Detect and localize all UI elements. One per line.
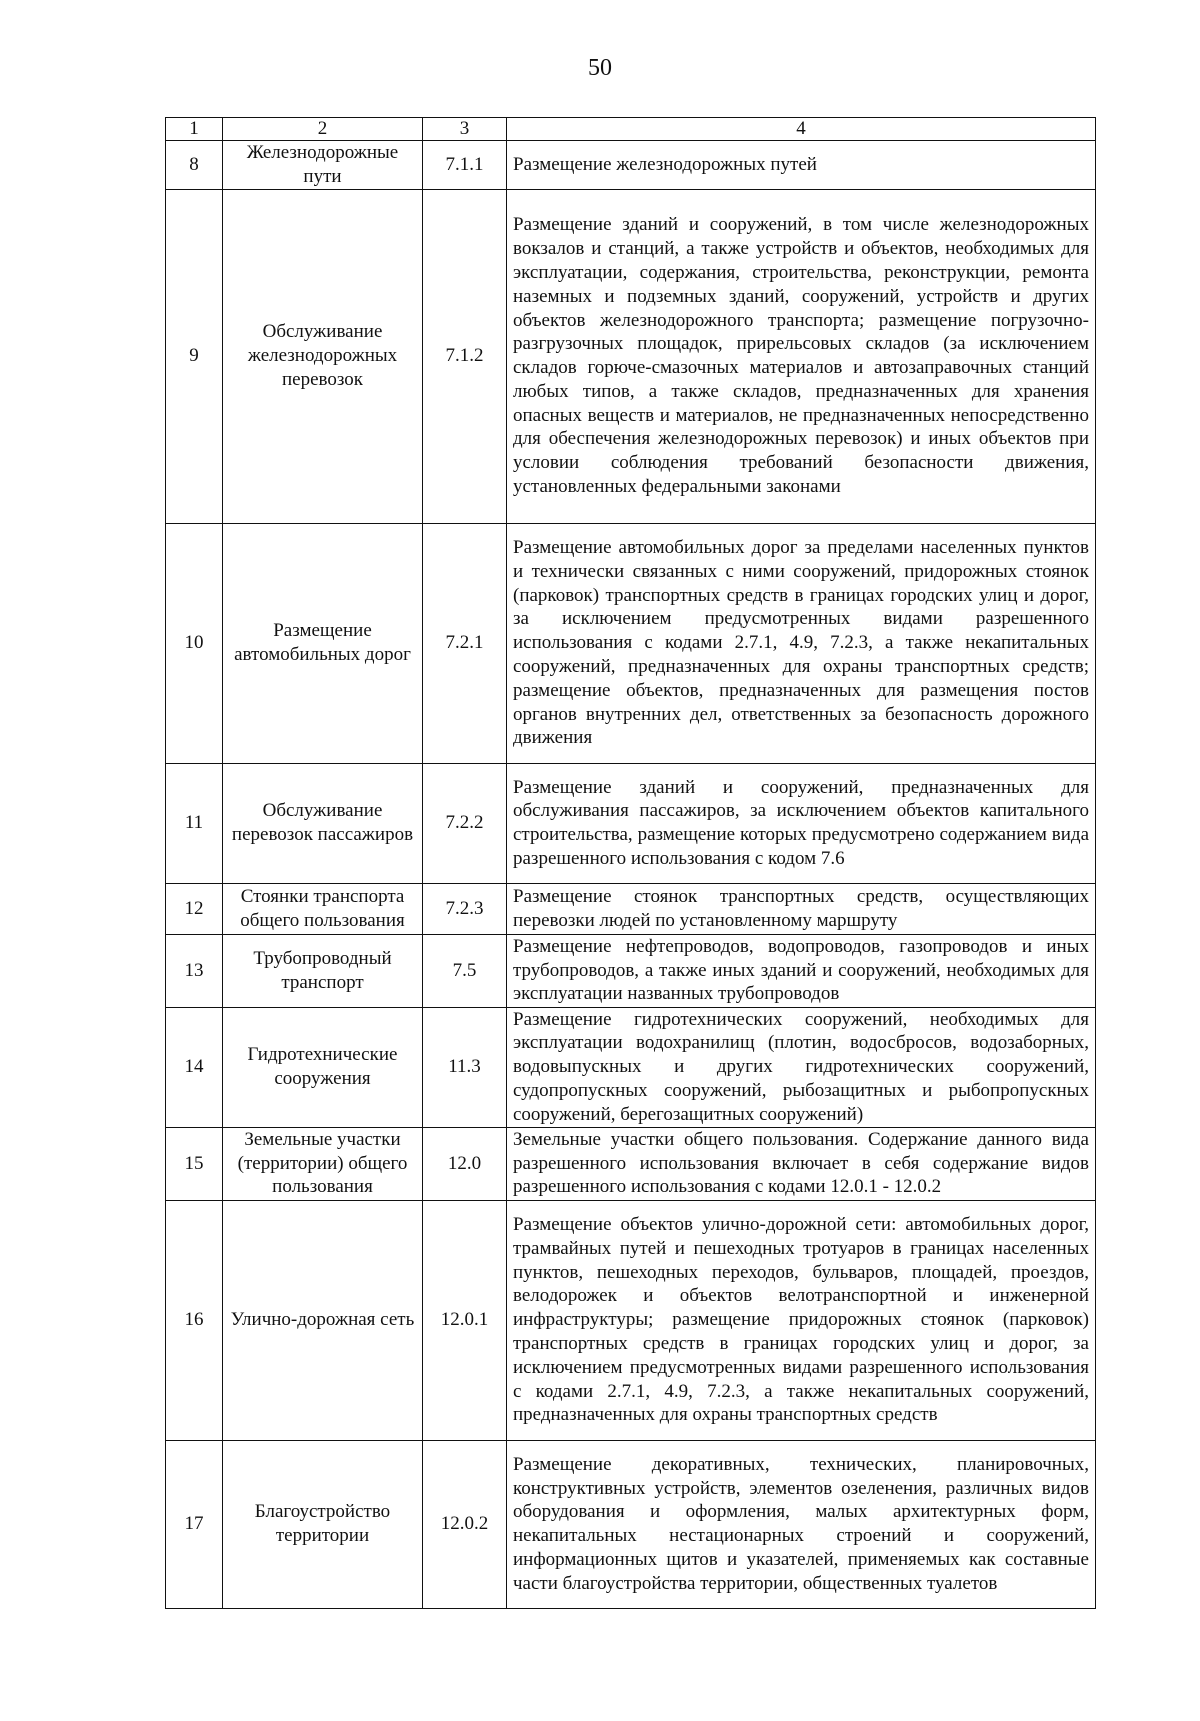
table-row (166, 1127, 1096, 1200)
row-description: Размещение автомобильных дорог за пределами населенных пунктов и технически связанных с ними сооружений, придорожных стоянок (парковок) транспортных средств в границах городских улиц и дорог, за исключением предусмотренных видами разрешенного использования с кодами 2.7.1, 4.9, 7.2.3, а также некапитальных сооружений, предназначенных для охраны транспортных средств; размещение объектов, предназначенных для размещения постов органов внутренних дел, ответственных за безопасность дорожного движения (507, 523, 1096, 763)
row-name: Обслуживание перевозок пассажиров (223, 763, 423, 883)
table-row (166, 1440, 1096, 1608)
row-code: 7.2.2 (423, 763, 507, 883)
row-number: 15 (166, 1127, 223, 1200)
row-description: Размещение железнодорожных путей (507, 141, 1096, 190)
row-code: 12.0.2 (423, 1440, 507, 1608)
row-name: Железнодорожные пути (223, 141, 423, 190)
row-code: 12.0.1 (423, 1200, 507, 1440)
row-number: 13 (166, 934, 223, 1007)
row-description: Размещение зданий и сооружений, в том числе железнодорожных вокзалов и станций, а также устройств и объектов, необходимых для эксплуатации, содержания, строительства, реконструкции, ремонта наземных и подземных зданий, сооружений, устройств и других объектов железнодорожного транспорта; размещение погрузочно-разгрузочных площадок, прирельсовых складов (за исключением складов горюче-смазочных материалов и автозаправочных станций любых типов, а также складов, предназначенных для хранения опасных веществ и материалов, не предназначенных непосредственно для обеспечения железнодорожных перевозок) и иных объектов при условии соблюдения требований безопасности движения, установленных федеральными законами (507, 189, 1096, 523)
row-description: Размещение стоянок транспортных средств, осуществляющих перевозки людей по установленному маршруту (507, 883, 1096, 934)
row-name: Земельные участки (территории) общего пользования (223, 1127, 423, 1200)
row-description: Размещение нефтепроводов, водопроводов, газопроводов и иных трубопроводов, а также иных зданий и сооружений, необходимых для эксплуатации названных трубопроводов (507, 934, 1096, 1007)
table-row (166, 523, 1096, 763)
header-col-2: 2 (223, 118, 423, 141)
table-row (166, 189, 1096, 523)
row-number: 11 (166, 763, 223, 883)
row-name: Трубопроводный транспорт (223, 934, 423, 1007)
table-row (166, 1200, 1096, 1440)
row-description: Размещение декоративных, технических, планировочных, конструктивных устройств, элементов озеленения, различных видов оборудования и оформления, малых архитектурных форм, некапитальных нестационарных строений и сооружений, информационных щитов и указателей, применяемых как составные части благоустройства территории, общественных туалетов (507, 1440, 1096, 1608)
row-code: 7.1.2 (423, 189, 507, 523)
page-number: 50 (588, 55, 612, 81)
row-description: Земельные участки общего пользования. Содержание данного вида разрешенного использования включает в себя содержание видов разрешенного использования с кодами 12.0.1 - 12.0.2 (507, 1127, 1096, 1200)
row-name: Гидротехнические сооружения (223, 1007, 423, 1127)
row-code: 7.2.1 (423, 523, 507, 763)
header-col-3: 3 (423, 118, 507, 141)
table-row (166, 883, 1096, 934)
row-code: 12.0 (423, 1127, 507, 1200)
row-name: Благоустройство территории (223, 1440, 423, 1608)
row-number: 9 (166, 189, 223, 523)
row-name: Размещение автомобильных дорог (223, 523, 423, 763)
row-description: Размещение зданий и сооружений, предназначенных для обслуживания пассажиров, за исключением объектов капитального строительства, размещение которых предусмотрено содержанием вида разрешенного использования с кодом 7.6 (507, 763, 1096, 883)
table-row (166, 1007, 1096, 1127)
row-code: 7.5 (423, 934, 507, 1007)
row-name: Улично-дорожная сеть (223, 1200, 423, 1440)
table-header-row (166, 118, 1096, 141)
table-row (166, 763, 1096, 883)
row-code: 7.2.3 (423, 883, 507, 934)
row-number: 10 (166, 523, 223, 763)
header-col-1: 1 (166, 118, 223, 141)
row-code: 11.3 (423, 1007, 507, 1127)
table-row (166, 934, 1096, 1007)
row-number: 12 (166, 883, 223, 934)
row-description: Размещение объектов улично-дорожной сети: автомобильных дорог, трамвайных путей и пешеходных тротуаров в границах населенных пунктов, пешеходных переходов, бульваров, площадей, проездов, велодорожек и объектов велотранспортной и инженерной инфраструктуры; размещение придорожных стоянок (парковок) транспортных средств в границах городских улиц и дорог, за исключением предусмотренных видами разрешенного использования с кодами 2.7.1, 4.9, 7.2.3, а также некапитальных сооружений, предназначенных для охраны транспортных средств (507, 1200, 1096, 1440)
row-description: Размещение гидротехнических сооружений, необходимых для эксплуатации водохранилищ (плотин, водосбросов, водозаборных, водовыпускных и других гидротехнических сооружений, судопропускных сооружений, рыбозащитных и рыбопропускных сооружений, берегозащитных сооружений) (507, 1007, 1096, 1127)
row-name: Стоянки транспорта общего пользования (223, 883, 423, 934)
row-name: Обслуживание железнодорожных перевозок (223, 189, 423, 523)
row-number: 8 (166, 141, 223, 190)
row-number: 16 (166, 1200, 223, 1440)
row-code: 7.1.1 (423, 141, 507, 190)
row-number: 14 (166, 1007, 223, 1127)
header-col-4: 4 (507, 118, 1096, 141)
row-number: 17 (166, 1440, 223, 1608)
table-row (166, 141, 1096, 190)
land-use-table (165, 117, 1096, 1609)
